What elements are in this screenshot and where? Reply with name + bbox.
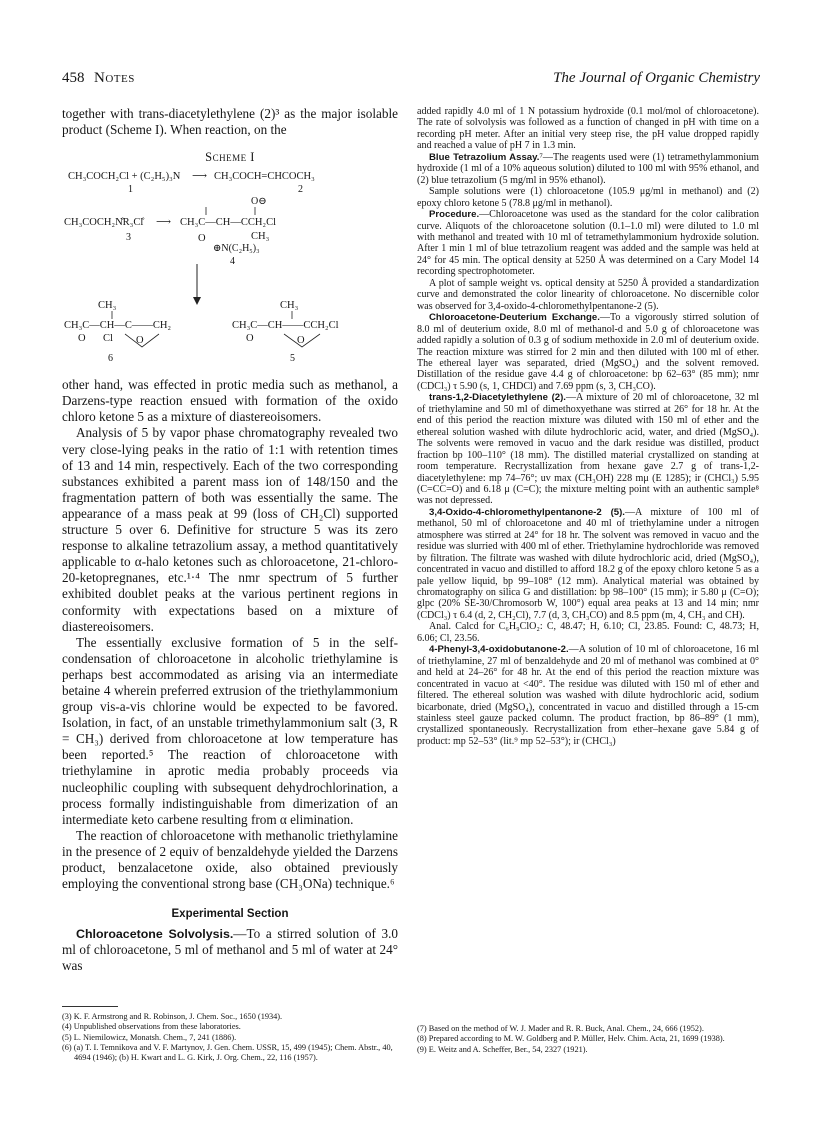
- compound-6-carbonyl-o: O: [78, 333, 86, 345]
- footnote: (6) (a) T. I. Temnikova and V. F. Martynov, J. Gen. Chem. USSR, 15, 499 (1945); Chem. Abstr., 40, 4694 (1946); (b) H. Kwart and L. G. Kirk, J. Org. Chem., 22, 116 (1957).: [62, 1042, 393, 1063]
- left-column: [62, 106, 398, 974]
- paragraph: Sample solutions were (1) chloroacetone (105.9 μg/ml in methanol) and (2) epoxy chloro ketone 5 (78.8 μg/ml in methanol).: [417, 186, 759, 209]
- paragraph: other hand, was effected in protic media such as methanol, a Darzens-type reaction ensued with formation of the oxido chloro ketone 5 as a mixture of diastereoisomers.: [62, 377, 398, 425]
- oxide-anion: O⊖: [251, 196, 267, 208]
- product-2: CH₃COCH=CHCOCH₃: [214, 171, 315, 183]
- compound-5-carbonyl-o: O: [246, 333, 254, 345]
- paragraph: [62, 926, 398, 974]
- compound-number-6: 6: [108, 353, 113, 365]
- paragraph: added rapidly 4.0 ml of 1 N potassium hydroxide (0.1 mol/mol of chloroacetone). The rate of solvolysis was followed as a function of changed in pH with time on a recording pH meter. After an initial very steep rise, the pH value dropped rapidly and reached a value of pH 7 in 1.3 min.: [417, 106, 759, 152]
- scheme-title: Scheme I: [205, 150, 255, 165]
- paragraph-body: —To a vigorously stirred solution of 8.0 ml of deuterium oxide, 8.0 ml of methanol-d and 5.0 g of chloroacetone was added rapidly a solution of 0.3 g of sodium methoxide in 2.0 ml of deuterium oxide. The reaction mixture was stirred for 2 min and then diluted with 100 ml of ether. The ethereal layer was separated, dried (MgSO₄) and the solvent removed. Distillation of the residue gave 4.4 g of chloroacetone: bp 62–63° (85 mm); nmr (CDCl₃) τ 5.90 (s, 1, CHDCl) and 7.69 ppm (s, 3, CH₃CO).: [417, 312, 759, 392]
- compound-6-chlorine: Cl: [103, 333, 113, 345]
- paragraph: The reaction of chloroacetone with methanolic triethylamine in the presence of 2 equiv of benzaldehyde yielded the Darzens product, benzalacetone oxide, also obtained previously employing the conventional strong base (CH₃ONa) technique.⁶: [62, 827, 398, 892]
- triethylammonium-group: ⊕N(C₂H₅)₃: [213, 243, 260, 255]
- footnote: (4) Unpublished observations from these laboratories.: [62, 1022, 241, 1032]
- paragraph-body: —A solution of 10 ml of chloroacetone, 16 ml of triethylamine, 27 ml of benzaldehyde and 20 ml of methanol was combined at 0° and held at 24–26° for 48 hr. At the end of this period the reaction mixture was concentrated in vacuo at <40°. The residue was diluted with 150 ml of ether and filtered. The ethereal solution was washed with dilute hydrochloric acid, sodium bicarbonate, dried (MgSO₄), concentrated in vacuo and distilled through a 15-cm stainless steel gauze packed column. The product fraction, bp 86–89° (1 mm), crystallized spontaneously. Recrystallization from ether–hexane gave 5.84 g of product: mp 52–53° (lit.⁹ mp 52–53°); ir (CHCl₃): [417, 644, 759, 747]
- reactant-1: CH₃COCH₂Cl + (C₂H₅)₃N: [68, 171, 181, 183]
- run-in-heading: trans-1,2-Diacetylethylene (2).: [429, 392, 566, 404]
- paragraph: [417, 392, 759, 507]
- reaction-scheme: [62, 169, 398, 365]
- footnote: (7) Based on the method of W. J. Mader and R. R. Buck, Anal. Chem., 24, 666 (1952).: [417, 1024, 704, 1033]
- section-name: Notes: [94, 70, 135, 86]
- paragraph: together with trans-diacetylethylene (2)³ as the major isolable product (Scheme I). When reaction, on the: [62, 106, 398, 138]
- compound-number-3: 3: [126, 232, 131, 244]
- run-in-heading: Procedure.: [429, 209, 480, 221]
- section-heading: Experimental Section: [171, 908, 289, 921]
- reaction-arrow-2: ⟶: [156, 217, 172, 229]
- paragraph: [417, 152, 759, 186]
- footnote: (5) L. Niemilowicz, Monatsh. Chem., 7, 241 (1886).: [62, 1032, 237, 1042]
- journal-title: The Journal of Organic Chemistry: [553, 70, 760, 86]
- paragraph: Anal. Calcd for C₆H₉ClO₂: C, 48.47; H, 6.10; Cl, 23.85. Found: C, 48.73; H, 6.06; Cl, 23.56.: [417, 621, 759, 644]
- run-in-heading: 3,4-Oxido-4-chloromethylpentanone-2 (5).: [429, 506, 625, 518]
- betaine-4: CH₃C—CH—CCH₂Cl: [180, 217, 277, 229]
- footnotes-left: [62, 1012, 398, 1063]
- right-column: [417, 106, 759, 747]
- reaction-arrow: ⟶: [192, 171, 208, 183]
- footnote: (8) Prepared according to M. W. Goldberg and P. Müller, Helv. Chim. Acta, 21, 1699 (1938).: [417, 1034, 725, 1044]
- compound-number-5: 5: [290, 353, 295, 365]
- footnote-rule: [62, 1006, 118, 1007]
- footnote: (9) E. Weitz and A. Scheffer, Ber., 54, 2327 (1921).: [417, 1044, 588, 1054]
- compound-6-epoxide-o: O: [136, 335, 144, 347]
- paragraph: [417, 644, 759, 747]
- page-number: 458: [62, 70, 85, 86]
- compound-5-epoxide-o: O: [297, 335, 305, 347]
- paragraph-body: —A mixture of 100 ml of methanol, 50 ml of chloroacetone and 40 ml of triethylamine under a nitrogen atmosphere was stirred at 24° for 18 hr. The solvent was removed in vacuo and the residue was slurried with 400 ml of ether. Triethylamine hydrochloride was removed by filtration. The filtrate was washed with dilute hydrochloric acid, dried (MgSO₄), concentrated in vacuo and distilled to afford 18.2 g of the epoxy chloro ketone 5 as a pale yellow liquid, bp 99–108° (12 mm). Analytical material was obtained by chromatography on silica G and distillation: bp 98–100° (15 mm); ir 5.80 μ (C=O); glpc (20% SE-30/Chromosorb W, 100°) equal area peaks at 13 and 14 min; nmr (CDCl₃) τ 6.4 (d, 2, CH₂Cl), 7.7 (d, 3, CH₃CO) and 8.5 ppm (m, 4, CH₃ and CH).: [417, 506, 759, 621]
- footnotes-right: [417, 1024, 759, 1055]
- run-in-heading: Chloroacetone Solvolysis.: [76, 927, 234, 942]
- compound-6: CH₃C—CH—C——CH₂: [64, 320, 172, 332]
- compound-6-methyl: CH₃: [98, 300, 117, 312]
- ammonium-salt-3: CH₃COCH₂N̊R₃Cl̊: [64, 217, 144, 229]
- run-in-heading: Blue Tetrazolium Assay.: [429, 151, 540, 163]
- paragraph-body: —To a stirred solution of 3.0 ml of chloroacetone, 5 ml of methanol and 5 ml of water at 24° was: [62, 926, 398, 974]
- paragraph: The essentially exclusive formation of 5 in the self-condensation of chloroacetone in alcoholic triethylamine is perhaps best accommodated as arising via an intermediate betaine 4 wherein preferred extrusion of the triethylammonium group vis-a-vis chlorine would be expected to be favored. Isolation, in fact, of an unstable trimethylammonium salt (3, R = CH₃) derived from chloroacetone at low temperature has been reported.⁵ The reaction of chloroacetone with triethylamine in aprotic media probably proceeds via nucleophilic coupling with subsequent dehydrochlorination, a process formally indistinguishable from dimerization of an intermediate keto carbene resulting from α elimination.: [62, 634, 398, 827]
- paragraph: [417, 507, 759, 622]
- run-in-heading: Chloroacetone-Deuterium Exchange.: [429, 312, 600, 324]
- paragraph: A plot of sample weight vs. optical density at 5250 Å provided a standardization curve and demonstrated the color linearity of chloroacetone. No discernible color was observed for 3,4-oxido-4-chloromethylpentanone-2 (5).: [417, 277, 759, 312]
- paragraph-body: ⁷—The reagents used were (1) tetramethylammonium hydroxide (1 ml of a 10% aqueous solution) diluted to 100 ml with 95% ethanol, and (2) blue tetrazolium (5 mg/ml in 95% ethanol).: [417, 151, 759, 186]
- compound-5: CH₃C—CH——CCH₂Cl: [232, 320, 339, 332]
- compound-number-4: 4: [230, 256, 235, 268]
- footnote: (3) K. F. Armstrong and R. Robinson, J. Chem. Soc., 1650 (1934).: [62, 1012, 283, 1021]
- compound-number-1: 1: [128, 184, 133, 196]
- paragraph: [417, 312, 759, 392]
- page-header: [62, 70, 760, 90]
- compound-5-methyl: CH₃: [280, 300, 299, 312]
- compound-number-2: 2: [298, 184, 303, 196]
- paragraph-body: —A mixture of 20 ml of chloroacetone, 32 ml of triethylamine and 50 ml of dimethoxyethane was stirred at 26° for 18 hr. At the end of this period the reaction mixture was diluted with 150 ml of ether and the ethereal solution washed with dilute hydrochloric acid, water, and dried (MgSO₄). The solvents were removed in vacuo and the dark residue was distilled, product fraction bp 100–110° (18 mm). The distilled material crystallized on standing at room temperature. Recrystallization from hexane gave 2.7 g of trans-1,2-diacetylethylene: mp 74–76°; uv max (CH₃OH) 228 mμ (E 1285); ir (CHCl₃) 5.95 (C=CC=O) and 6.18 μ (C=C); the mixture melting point with an authentic sample⁸ was not depressed.: [417, 392, 759, 507]
- run-in-heading: 4-Phenyl-3,4-oxidobutanone-2.: [429, 644, 569, 656]
- paragraph-body: —Chloroacetone was used as the standard for the color calibration curve. Aliquots of the chloroacetone solution (0.1–1.0 ml) were diluted to 1.0 ml with methanol and treated with 10 ml of tetramethylammonium hydroxide solution. After 1 min 1 ml of blue tetrazolium reagent was added and the sample was held at 24° for 45 min. The optical density at 5250 Å was determined on a Cary Model 14 recording spectrophotometer.: [417, 209, 759, 278]
- betaine-methyl: CH₃: [251, 231, 270, 243]
- betaine-carbonyl-o: O: [198, 233, 206, 245]
- paragraph: Analysis of 5 by vapor phase chromatography revealed two very close-lying peaks in the ratio of 1:1 with retention times of 13 and 14 min, respectively. Each of the two corresponding substances exhibited a parent mass ion of 148/150 and the fragmentation pattern of both was essentially the same. The appearance of a mass peak at 99 (loss of CH₂Cl) supported structure 5 over 6. Definitive for structure 5 was its zero response to alkaline tetrazolium assay, a method quantitatively applicable to α-halo ketones such as chloroacetone, 21-chloro-20-ketopregnanes, etc.¹·⁴ The nmr spectrum of 5 further exhibited doublet peaks at the various pertinent regions in conformity with expectations based on a mixture of diastereoisomers.: [62, 425, 398, 634]
- paragraph: [417, 209, 759, 278]
